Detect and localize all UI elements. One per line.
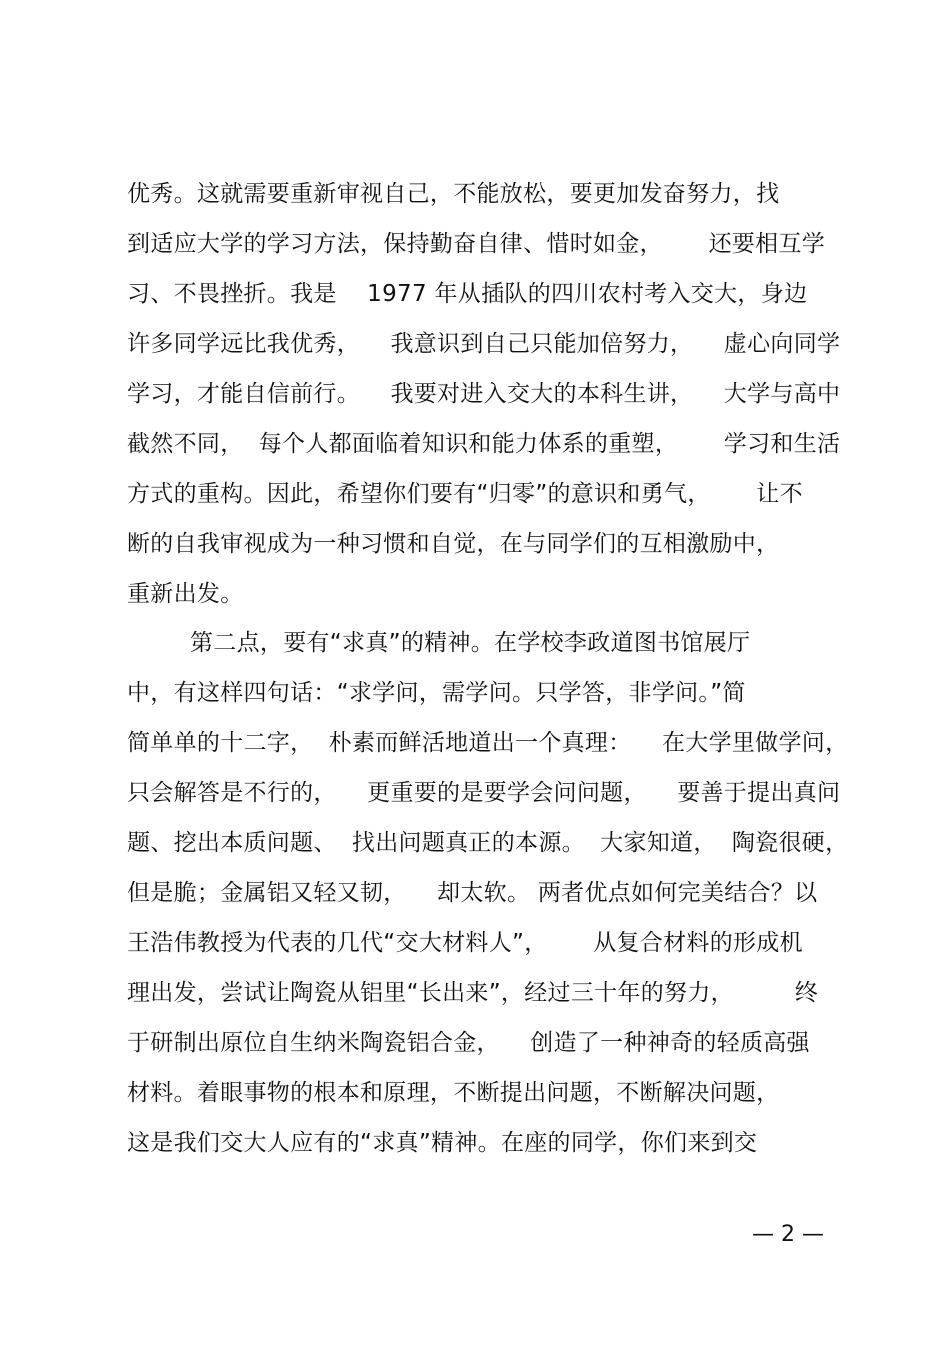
text-line: 材料。着眼事物的根本和原理，不断提出问题，不断解决问题， (127, 1080, 780, 1106)
text-line: 到适应大学的学习方法，保持勤奋自律、惜时如金， 还要相互学 (127, 231, 826, 257)
text-line: 方式的重构。因此，希望你们要有“归零”的意识和勇气， 让不 (127, 481, 803, 507)
text-line: 简单单的十二字， 朴素而鲜活地道出一个真理： 在大学里做学问， (127, 730, 849, 756)
text-line: 于研制出原位自生纳米陶瓷铝合金， 创造了一种神奇的轻质高强 (127, 1030, 810, 1056)
text-line: 许多同学远比我优秀， 我意识到自己只能加倍努力， 虚心向同学 (127, 331, 841, 357)
text-line: 但是脆；金属铝又轻又韧， 却太软。 两者优点如何完美结合？以 (127, 880, 818, 906)
paragraph-first-line: 第二点，要有“求真”的精神。在学校李政道图书馆展厅 (190, 630, 751, 656)
text-line: 中，有这样四句话：“求学问，需学问。只学答，非学问。”简 (127, 680, 746, 706)
text-line: 理出发，尝试让陶瓷从铝里“长出来”，经过三十年的努力， 终 (127, 980, 819, 1006)
text-line: 只会解答是不行的， 更重要的是要学会问问题， 要善于提出真问 (127, 780, 841, 806)
text-line: 习、不畏挫折。我是 1977 年从插队的四川农村考入交大，身边 (127, 281, 808, 307)
text-line: 截然不同， 每个人都面临着知识和能力体系的重塑， 学习和生活 (127, 431, 841, 457)
text-line: 重新出发。 (127, 581, 244, 607)
text-line: 王浩伟教授为代表的几代“交大材料人”， 从复合材料的形成机 (127, 930, 803, 956)
text-line: 断的自我审视成为一种习惯和自觉，在与同学们的互相激励中， (127, 531, 780, 557)
text-line: 题、挖出本质问题、 找出问题真正的本源。 大家知道， 陶瓷很硬， (127, 830, 849, 856)
text-line: 这是我们交大人应有的“求真”精神。在座的同学，你们来到交 (127, 1130, 758, 1156)
text-line: 优秀。这就需要重新审视自己，不能放松，要更加发奋努力，找 (127, 181, 780, 207)
text-line: 学习，才能自信前行。 我要对进入交大的本科生讲， 大学与高中 (127, 381, 841, 407)
page-number: — 2 — (752, 1222, 824, 1247)
